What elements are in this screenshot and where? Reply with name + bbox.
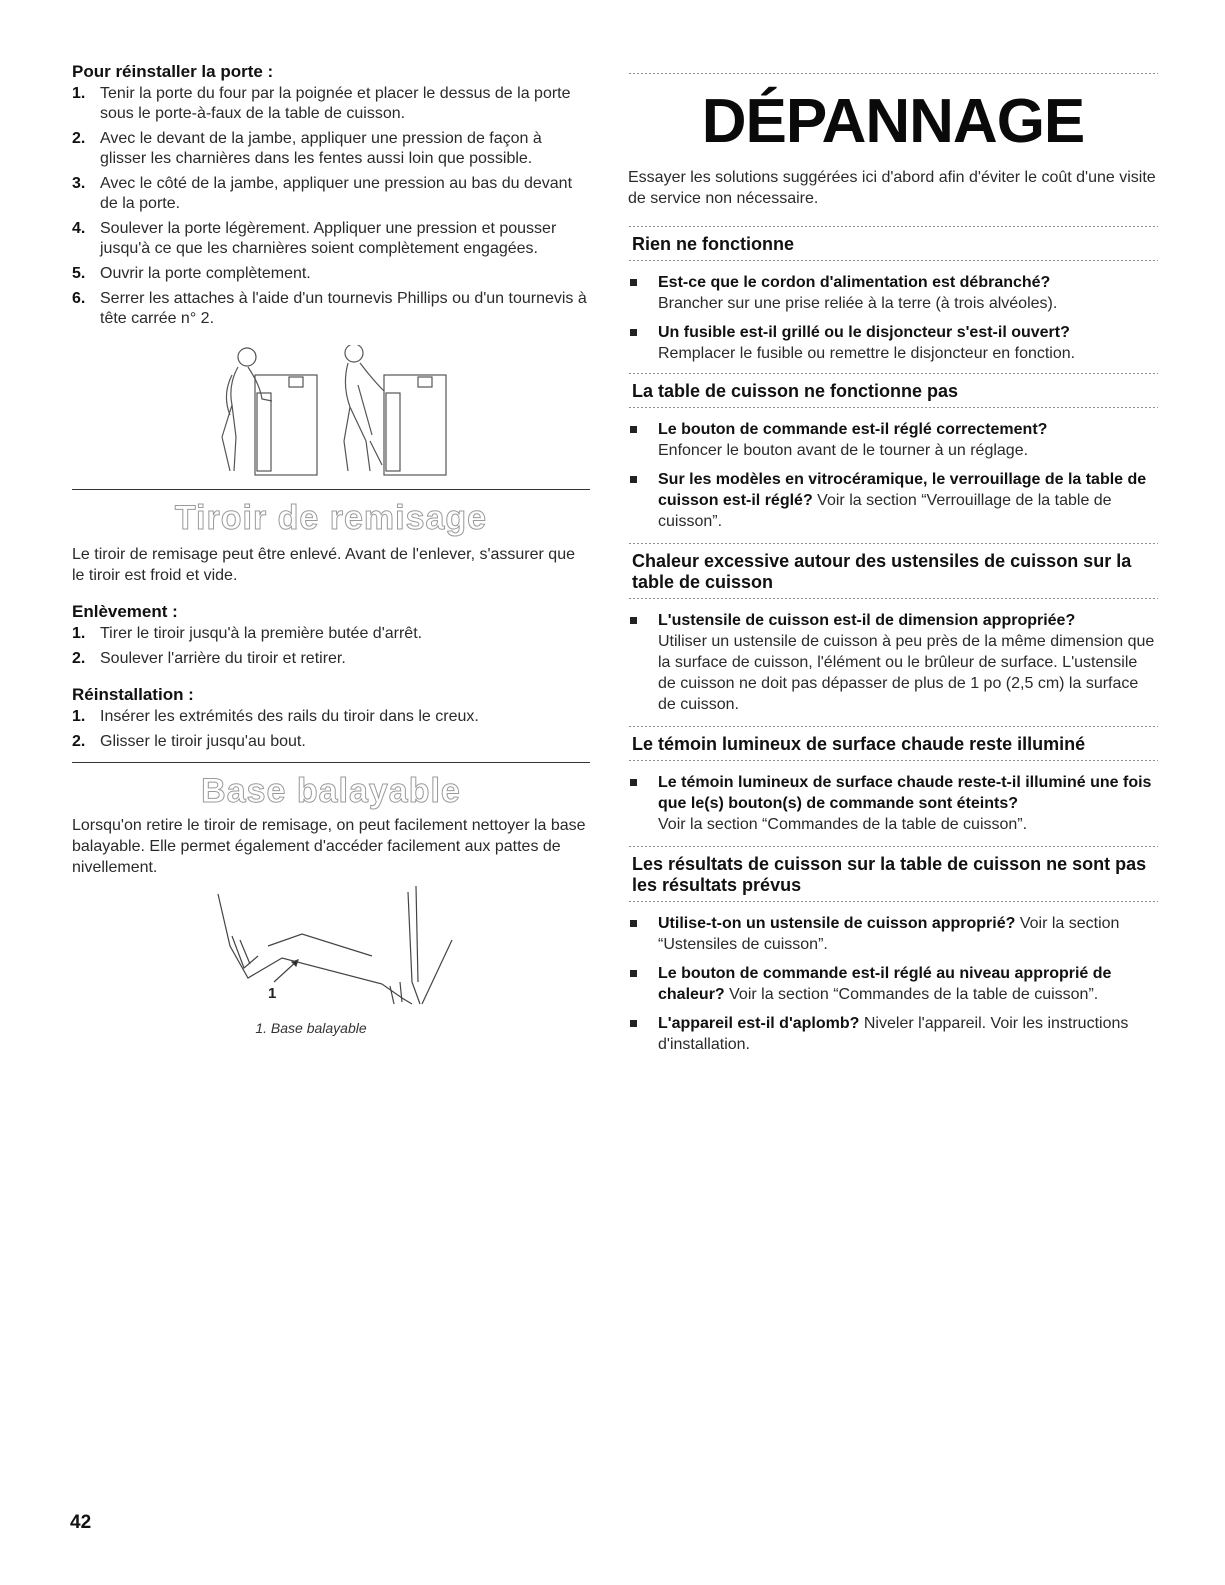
troubleshooting-list — [628, 419, 1158, 532]
storage-drawer-title: Tiroir de remisage — [174, 499, 488, 537]
troubleshooting-intro: Essayer les solutions suggérées ici d'abord afin d'éviter le coût d'une visite de service non nécessaire. — [628, 169, 1156, 207]
question-text: Le témoin lumineux de surface chaude reste-t-il illuminé une fois que le(s) bouton(s) de commande sont éteints? — [658, 774, 1152, 812]
answer-text: Voir la section “Verrouillage de la table de cuisson”. — [658, 492, 1112, 530]
list-item — [72, 264, 590, 284]
answer-text: Voir la section “Ustensiles de cuisson”. — [658, 915, 1120, 953]
door-installation-drawing — [72, 345, 590, 483]
list-item — [72, 219, 590, 259]
dotted-divider — [628, 759, 1158, 762]
question-text: Est-ce que le cordon d'alimentation est débranché? — [658, 274, 1051, 291]
step-number: 6. — [72, 290, 86, 307]
removal-heading: Enlèvement : — [72, 602, 178, 621]
step-text: Soulever l'arrière du tiroir et retirer. — [100, 650, 346, 667]
step-text: Ouvrir la porte complètement. — [100, 265, 311, 282]
step-text: Avec le devant de la jambe, appliquer une pression de façon à glisser les charnières dans les fentes aussi loin que possible. — [100, 130, 542, 167]
left-column — [72, 62, 590, 1036]
list-item — [628, 1013, 1158, 1055]
dotted-divider — [628, 542, 1158, 545]
section-divider — [72, 489, 590, 490]
answer-text: Remplacer le fusible ou remettre le disjoncteur en fonction. — [658, 345, 1076, 362]
answer-text: Voir la section “Commandes de la table de cuisson”. — [658, 816, 1028, 833]
question-text: Le bouton de commande est-il réglé correctement? — [658, 421, 1048, 438]
section-heading: Le témoin lumineux de surface chaude reste illuminé — [632, 734, 1086, 754]
list-item — [72, 707, 590, 727]
list-item — [72, 129, 590, 169]
sweep-base-drawing — [72, 886, 590, 1006]
dotted-divider — [628, 725, 1158, 728]
section-heading: Chaleur excessive autour des ustensiles de cuisson sur la table de cuisson — [632, 551, 1132, 592]
figure-callout-number: 1 — [268, 985, 277, 1002]
list-item — [628, 610, 1158, 715]
reinstall-steps-list — [72, 84, 590, 329]
list-item — [72, 624, 590, 644]
step-text: Tenir la porte du four par la poignée et placer le dessus de la porte sous le porte-à-faux de la table de cuisson. — [100, 85, 571, 122]
right-column — [628, 62, 1158, 1063]
reinstallation-heading: Réinstallation : — [72, 685, 194, 704]
list-item — [628, 419, 1158, 461]
troubleshooting-list — [628, 772, 1158, 835]
step-number: 5. — [72, 265, 86, 282]
section-heading: Les résultats de cuisson sur la table de cuisson ne sont pas les résultats prévus — [632, 854, 1147, 895]
step-number: 2. — [72, 130, 86, 147]
question-text: L'ustensile de cuisson est-il de dimension appropriée? — [658, 612, 1076, 629]
dotted-divider — [628, 72, 1158, 75]
list-item — [628, 913, 1158, 955]
dotted-divider — [628, 259, 1158, 262]
section-heading: Rien ne fonctionne — [632, 234, 794, 254]
question-text: Un fusible est-il grillé ou le disjoncteur s'est-il ouvert? — [658, 324, 1070, 341]
dotted-divider — [628, 372, 1158, 375]
list-item — [628, 772, 1158, 835]
dotted-divider — [628, 406, 1158, 409]
list-item — [72, 649, 590, 669]
step-number: 1. — [72, 708, 86, 725]
step-text: Tirer le tiroir jusqu'à la première butée d'arrêt. — [100, 625, 423, 642]
sweep-base-caption: 1. Base balayable — [255, 1020, 367, 1036]
dotted-divider — [628, 900, 1158, 903]
storage-drawer-intro: Le tiroir de remisage peut être enlevé. Avant de l'enlever, s'assurer que le tiroir est froid et vide. — [72, 546, 575, 584]
question-text: L'appareil est-il d'aplomb? — [658, 1015, 860, 1032]
question-text: Sur les modèles en vitrocéramique, le verrouillage de la table de cuisson est-il réglé? — [658, 471, 1147, 509]
list-item — [72, 84, 590, 124]
step-number: 3. — [72, 175, 86, 192]
sweep-base-illustration — [72, 886, 590, 1006]
removal-steps-list — [72, 624, 590, 669]
question-text: Utilise-t-on un ustensile de cuisson approprié? — [658, 915, 1016, 932]
page-title: DÉPANNAGE — [701, 87, 1085, 156]
step-text: Soulever la porte légèrement. Appliquer une pression et pousser jusqu'à ce que les charnières soient complètement engagées. — [100, 220, 557, 257]
troubleshooting-list — [628, 272, 1158, 364]
sweep-base-title: Base balayable — [201, 772, 461, 810]
list-item — [628, 272, 1158, 314]
answer-text: Brancher sur une prise reliée à la terre (à trois alvéoles). — [658, 295, 1058, 312]
door-installation-illustration — [72, 345, 590, 483]
step-text: Insérer les extrémités des rails du tiroir dans le creux. — [100, 708, 479, 725]
step-number: 2. — [72, 733, 86, 750]
list-item — [72, 174, 590, 214]
list-item — [628, 322, 1158, 364]
step-number: 1. — [72, 625, 86, 642]
answer-text: Voir la section “Commandes de la table de cuisson”. — [729, 986, 1099, 1003]
answer-text: Niveler l'appareil. Voir les instructions d'installation. — [658, 1015, 1129, 1053]
step-number: 1. — [72, 85, 86, 102]
answer-text: Utiliser un ustensile de cuisson à peu près de la même dimension que la surface de cuisson, l'élément ou le brûleur de surface. L'ustensile de cuisson ne doit pas dépasser de plus de 1 po (2,5 cm) la surface de cuisson. — [658, 633, 1155, 713]
step-text: Serrer les attaches à l'aide d'un tournevis Phillips ou d'un tournevis à tête carrée n° 2. — [100, 290, 587, 327]
step-number: 2. — [72, 650, 86, 667]
step-number: 4. — [72, 220, 86, 237]
reinstallation-steps-list — [72, 707, 590, 752]
section-heading: La table de cuisson ne fonctionne pas — [632, 381, 959, 401]
step-text: Glisser le tiroir jusqu'au bout. — [100, 733, 306, 750]
dotted-divider — [628, 225, 1158, 228]
dotted-divider — [628, 845, 1158, 848]
list-item — [72, 289, 590, 329]
list-item — [628, 963, 1158, 1005]
question-text: Le bouton de commande est-il réglé au niveau approprié de chaleur? — [658, 965, 1112, 1003]
list-item — [628, 469, 1158, 532]
answer-text: Enfoncer le bouton avant de le tourner à un réglage. — [658, 442, 1029, 459]
page-number: 42 — [70, 1512, 92, 1533]
troubleshooting-list — [628, 610, 1158, 715]
list-item — [72, 732, 590, 752]
reinstall-door-heading: Pour réinstaller la porte : — [72, 62, 274, 81]
section-divider — [72, 762, 590, 763]
step-text: Avec le côté de la jambe, appliquer une pression au bas du devant de la porte. — [100, 175, 573, 212]
sweep-base-text: Lorsqu'on retire le tiroir de remisage, on peut facilement nettoyer la base balayable. Elle permet également d'accéder facilement aux pattes de nivellement. — [72, 817, 586, 876]
troubleshooting-list — [628, 913, 1158, 1055]
dotted-divider — [628, 597, 1158, 600]
